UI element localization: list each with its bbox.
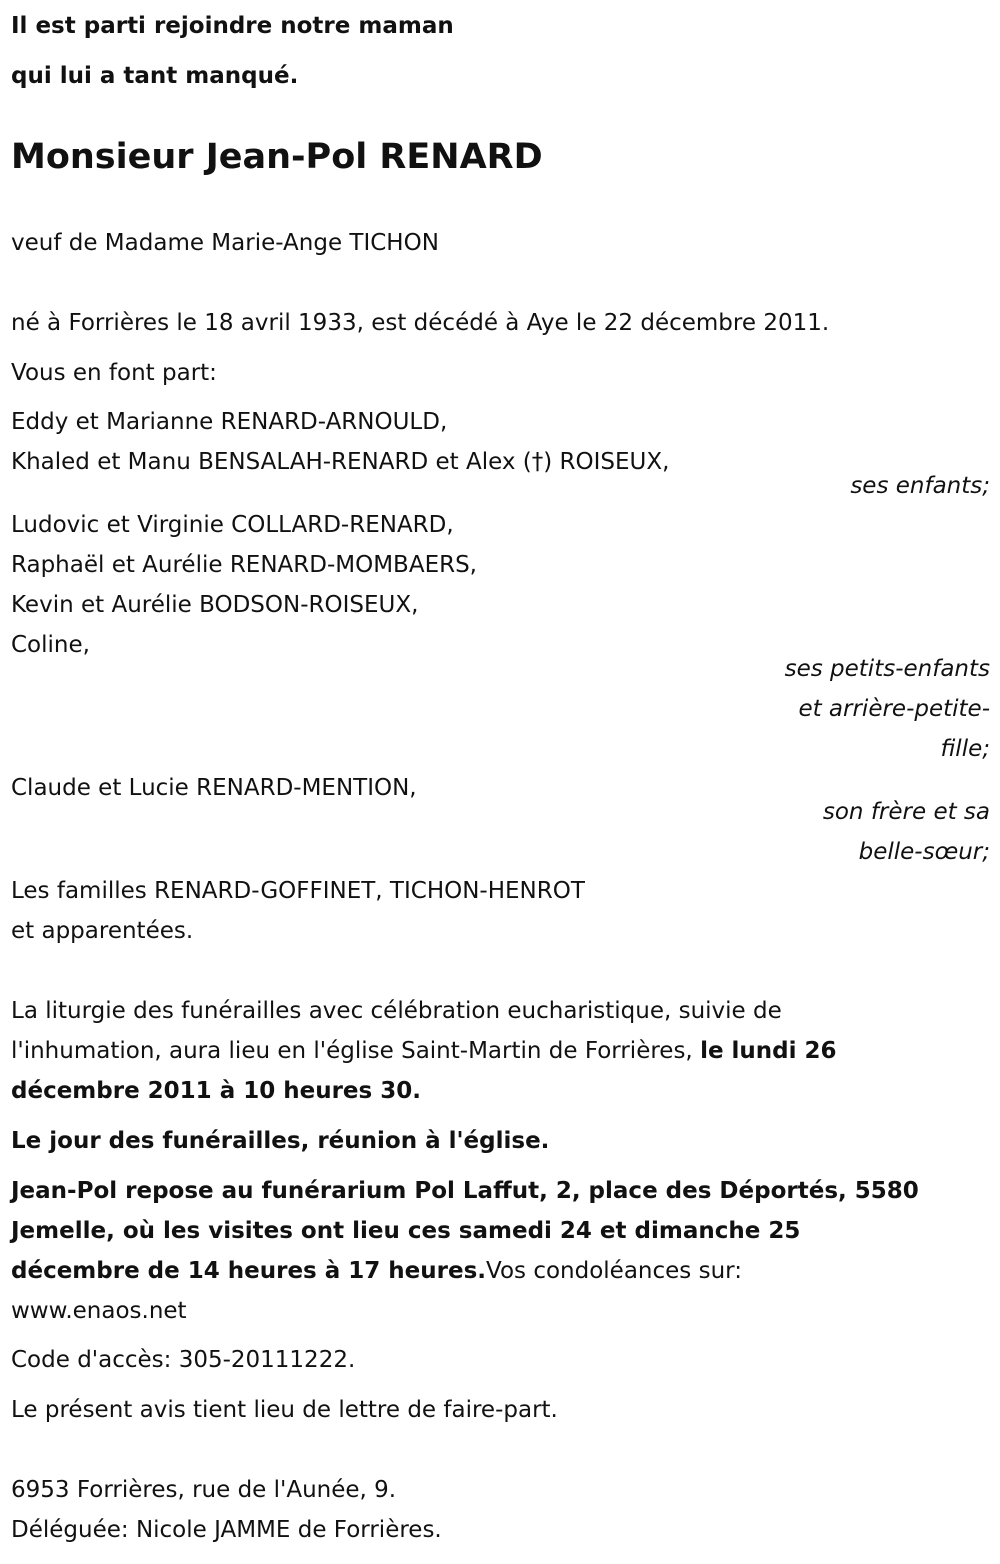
rest-line: Jean-Pol repose au funérarium Pol Laffut, 2, place des Déportés, 5580 — [11, 1178, 919, 1204]
grandchildren-label: ses petits-enfants — [784, 656, 990, 682]
children-label: ses enfants; — [850, 473, 990, 499]
grandchild-entry: Ludovic et Virginie COLLARD-RENARD, — [11, 512, 454, 538]
sibling-label: son frère et sa — [822, 799, 990, 825]
address-line: 6953 Forrières, rue de l'Aunée, 9. — [11, 1477, 397, 1503]
access-code: Code d'accès: 305-20111222. — [11, 1347, 356, 1373]
condolences-label: Vos condoléances sur: — [486, 1258, 742, 1284]
delegate-line: Déléguée: Nicole JAMME de Forrières. — [11, 1517, 442, 1543]
liturgy-line — [11, 1037, 837, 1065]
notice-line: Le présent avis tient lieu de lettre de faire-part. — [11, 1397, 558, 1423]
visit-hours: décembre de 14 heures à 17 heures. — [11, 1258, 487, 1284]
grandchild-entry: Kevin et Aurélie BODSON-ROISEUX, — [11, 592, 419, 618]
header-line-2: qui lui a tant manqué. — [11, 63, 299, 89]
header-line-1: Il est parti rejoindre notre maman — [11, 13, 454, 39]
deceased-name: Monsieur Jean-Pol RENARD — [11, 137, 543, 177]
liturgy-line: La liturgie des funérailles avec célébration eucharistique, suivie de — [11, 998, 782, 1024]
liturgy-text: l'inhumation, aura lieu en l'église Saint-Martin de Forrières, — [11, 1038, 693, 1064]
grandchildren-label: et arrière-petite- — [798, 696, 990, 722]
grandchild-entry: Raphaël et Aurélie RENARD-MOMBAERS, — [11, 552, 477, 578]
meeting-line: Le jour des funérailles, réunion à l'église. — [11, 1128, 550, 1154]
child-entry: Eddy et Marianne RENARD-ARNOULD, — [11, 409, 448, 435]
website-link[interactable]: www.enaos.net — [11, 1298, 187, 1324]
sibling-label: belle-sœur; — [858, 839, 990, 865]
sibling-entry: Claude et Lucie RENARD-MENTION, — [11, 775, 417, 801]
child-entry: Khaled et Manu BENSALAH-RENARD et Alex (†) ROISEUX, — [11, 449, 670, 475]
liturgy-time: décembre 2011 à 10 heures 30. — [11, 1078, 421, 1104]
grandchild-entry: Coline, — [11, 632, 90, 658]
families-line: Les familles RENARD-GOFFINET, TICHON-HENROT — [11, 878, 585, 904]
rest-line — [11, 1257, 742, 1285]
families-line: et apparentées. — [11, 918, 194, 944]
announcement-intro: Vous en font part: — [11, 360, 217, 386]
rest-line: Jemelle, où les visites ont lieu ces samedi 24 et dimanche 25 — [11, 1218, 801, 1244]
liturgy-date: le lundi 26 — [700, 1038, 837, 1064]
grandchildren-label: fille; — [940, 736, 990, 762]
birth-death-line: né à Forrières le 18 avril 1933, est décédé à Aye le 22 décembre 2011. — [11, 310, 830, 336]
widower-line: veuf de Madame Marie-Ange TICHON — [11, 230, 439, 256]
